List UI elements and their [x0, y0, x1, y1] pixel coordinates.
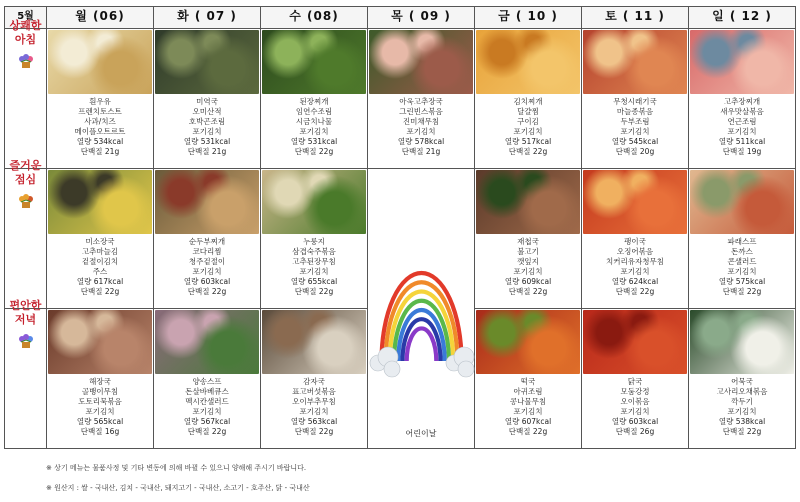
food-photo — [262, 30, 366, 94]
menu-item: 포기김치 — [192, 407, 222, 416]
food-photo — [476, 30, 580, 94]
food-photo — [690, 170, 794, 234]
menu-item: 호박곤조림 — [188, 117, 226, 126]
menu-items — [475, 235, 581, 297]
menu-item: 단백질 19g — [722, 147, 762, 156]
menu-item: 된장찌개 — [299, 97, 329, 106]
food-photo — [690, 30, 794, 94]
menu-cell — [475, 309, 582, 449]
menu-item: 열량 603kcal — [183, 277, 231, 286]
menu-item: 포기김치 — [727, 267, 757, 276]
menu-item: 열량 531kcal — [183, 137, 231, 146]
menu-item: 돈살바베큐스 — [185, 387, 229, 396]
menu-items — [582, 375, 688, 437]
food-photo — [48, 30, 152, 94]
day-header-sun: 일 ( 12 ) — [689, 7, 796, 29]
menu-item: 파래스프 — [727, 237, 757, 246]
meal-row — [5, 29, 796, 169]
menu-item: 단백질 22g — [508, 147, 548, 156]
menu-item: 고추마늘김 — [81, 247, 119, 256]
menu-item: 포기김치 — [192, 127, 222, 136]
menu-item: 포기김치 — [299, 267, 329, 276]
menu-item: 열량 575kcal — [718, 277, 766, 286]
note-change: ※ 상기 메뉴는 물품사정 및 기타 변동에 의해 바뀔 수 있으니 양해해 주시기 바랍니다. — [46, 464, 307, 472]
weekly-menu-table — [4, 6, 796, 449]
menu-item: 단백질 20g — [615, 147, 655, 156]
menu-item: 고추된장무침 — [292, 257, 336, 266]
menu-items — [475, 95, 581, 157]
menu-cell — [261, 169, 368, 309]
menu-cell — [154, 309, 261, 449]
menu-item: 깻잎지 — [517, 257, 539, 266]
menu-items — [47, 375, 153, 437]
menu-cell — [582, 309, 689, 449]
meal-row — [5, 169, 796, 309]
menu-items — [261, 235, 367, 297]
day-header-wed: 수 (08) — [261, 7, 368, 29]
menu-item: 열량 563kcal — [290, 417, 338, 426]
menu-item: 팽이국 — [624, 237, 646, 246]
menu-items — [475, 375, 581, 437]
notes — [46, 462, 310, 502]
menu-item: 아귀조림 — [513, 387, 543, 396]
menu-item: 열량 607kcal — [504, 417, 552, 426]
menu-items — [689, 95, 795, 157]
menu-item: 메이플오트르트 — [74, 127, 126, 136]
menu-item: 양송스프 — [192, 377, 222, 386]
menu-item: 돈까스 — [731, 247, 753, 256]
meal-label-cell — [5, 159, 47, 309]
menu-item: 콘샐러드 — [727, 257, 757, 266]
menu-item: 포기김치 — [85, 407, 115, 416]
menu-item: 단백질 16g — [80, 427, 120, 436]
menu-items — [582, 95, 688, 157]
rainbow-icon — [368, 201, 475, 401]
menu-item: 두부조림 — [620, 117, 650, 126]
food-photo — [48, 310, 152, 374]
menu-item: 열량 511kcal — [718, 137, 766, 146]
food-photo — [476, 170, 580, 234]
menu-item: 단백질 22g — [187, 287, 227, 296]
menu-item: 단백질 22g — [508, 427, 548, 436]
menu-cell — [47, 169, 154, 309]
menu-item: 열량 538kcal — [718, 417, 766, 426]
menu-item: 도토리묵볶음 — [78, 397, 122, 406]
menu-item: 마늘종볶음 — [616, 107, 654, 116]
food-photo — [48, 170, 152, 234]
menu-item: 포기김치 — [620, 407, 650, 416]
menu-cell — [261, 309, 368, 449]
menu-cell — [154, 29, 261, 169]
menu-item: 포기김치 — [620, 127, 650, 136]
meal-name-line1: 편안한 — [9, 299, 42, 312]
menu-cell — [582, 29, 689, 169]
menu-item: 닭국 — [627, 377, 643, 386]
menu-item: 열량 534kcal — [76, 137, 124, 146]
menu-cell — [47, 309, 154, 449]
menu-item: 멕시칸샐러드 — [185, 397, 229, 406]
menu-item: 열량 603kcal — [611, 417, 659, 426]
menu-item: 단백질 22g — [294, 147, 334, 156]
food-photo — [155, 30, 259, 94]
menu-item: 오이부추무침 — [292, 397, 336, 406]
food-photo — [262, 310, 366, 374]
menu-items — [261, 95, 367, 157]
food-photo — [155, 170, 259, 234]
menu-item: 포기김치 — [299, 127, 329, 136]
meal-label-cell — [5, 19, 47, 169]
menu-item: 단백질 22g — [508, 287, 548, 296]
menu-item: 오미산적 — [192, 107, 222, 116]
menu-item: 포기김치 — [727, 407, 757, 416]
menu-item: 포기김치 — [513, 127, 543, 136]
day-header-thu: 목 ( 09 ) — [368, 7, 475, 29]
menu-cell — [689, 309, 796, 449]
menu-item: 시금치나물 — [295, 117, 333, 126]
menu-item: 열량 565kcal — [76, 417, 124, 426]
menu-item: 미역국 — [196, 97, 218, 106]
menu-item: 누룽지 — [303, 237, 325, 246]
menu-item: 단백질 22g — [187, 427, 227, 436]
meal-name-line1: 상쾌한 — [9, 19, 42, 32]
menu-item: 미소장국 — [85, 237, 115, 246]
menu-item: 골뱅이무침 — [81, 387, 119, 396]
menu-item: 단백질 21g — [187, 147, 227, 156]
menu-items — [47, 95, 153, 157]
menu-item: 오징어볶음 — [616, 247, 654, 256]
menu-item: 해장국 — [89, 377, 111, 386]
menu-items — [154, 375, 260, 437]
menu-item: 흰우유 — [89, 97, 111, 106]
menu-item: 포기김치 — [513, 267, 543, 276]
food-photo — [369, 30, 473, 94]
menu-item: 그린빈스볶음 — [399, 107, 443, 116]
flower-icon — [17, 333, 35, 349]
menu-item: 단백질 22g — [615, 287, 655, 296]
food-photo — [155, 310, 259, 374]
menu-items — [689, 235, 795, 297]
menu-item: 치커리유자청무침 — [606, 257, 664, 266]
menu-item: 단백질 22g — [294, 287, 334, 296]
menu-items — [154, 235, 260, 297]
holiday-illustration — [368, 171, 474, 447]
note-origin: ※ 원산지 : 쌀 - 국내산, 김치 - 국내산, 돼지고기 - 국내산, 소고기 - 호주산, 닭 - 국내산 — [46, 484, 310, 492]
food-photo — [583, 30, 687, 94]
meal-name-line1: 즐거운 — [9, 159, 42, 172]
menu-item: 단백질 21g — [401, 147, 441, 156]
menu-item: 열량 617kcal — [76, 277, 124, 286]
menu-item: 오이볶음 — [620, 397, 650, 406]
menu-cell — [368, 29, 475, 169]
menu-cell — [689, 169, 796, 309]
menu-item: 무청시래기국 — [613, 97, 657, 106]
menu-item: 열량 655kcal — [290, 277, 338, 286]
menu-item: 열량 578kcal — [397, 137, 445, 146]
menu-item: 프렌치토스트 — [78, 107, 122, 116]
menu-item: 콩나물무침 — [509, 397, 547, 406]
food-photo — [476, 310, 580, 374]
month-header: 5월 — [5, 7, 47, 29]
meal-name-line2: 저녁 — [14, 313, 37, 326]
menu-item: 새우맛살볶음 — [720, 107, 764, 116]
meal-name-line2: 점심 — [14, 173, 37, 186]
meal-label-cell — [5, 299, 47, 449]
menu-cell — [261, 29, 368, 169]
menu-item: 포기김치 — [192, 267, 222, 276]
menu-item: 재첩국 — [517, 237, 539, 246]
menu-item: 진미채무침 — [402, 117, 440, 126]
food-photo — [690, 310, 794, 374]
menu-item: 겉절이김치 — [81, 257, 119, 266]
menu-item: 모둠강정 — [620, 387, 650, 396]
menu-item: 구이김 — [517, 117, 539, 126]
menu-item: 포기김치 — [406, 127, 436, 136]
menu-item: 달걀찜 — [517, 107, 539, 116]
menu-item: 고추장찌개 — [723, 97, 761, 106]
menu-item: 김치찌개 — [513, 97, 543, 106]
menu-item: 단백질 21g — [80, 147, 120, 156]
menu-item: 감자국 — [303, 377, 325, 386]
food-photo — [583, 170, 687, 234]
menu-item: 단백질 22g — [722, 427, 762, 436]
header-row — [5, 7, 796, 29]
menu-item: 불고기 — [517, 247, 539, 256]
menu-cell — [47, 29, 154, 169]
flower-icon — [17, 193, 35, 209]
menu-items — [368, 95, 474, 157]
day-header-mon: 월 (06) — [47, 7, 154, 29]
day-header-fri: 금 ( 10 ) — [475, 7, 582, 29]
menu-item: 사과/치즈 — [84, 117, 116, 126]
menu-item: 포기김치 — [620, 267, 650, 276]
menu-item: 임연수조림 — [295, 107, 333, 116]
menu-items — [154, 95, 260, 157]
menu-item: 열량 609kcal — [504, 277, 552, 286]
holiday-cell — [368, 169, 475, 449]
menu-item: 열량 545kcal — [611, 137, 659, 146]
menu-item: 단백질 22g — [722, 287, 762, 296]
menu-item: 아욱고추장국 — [399, 97, 443, 106]
flower-icon — [17, 53, 35, 69]
menu-item: 단백질 26g — [615, 427, 655, 436]
menu-item: 포기김치 — [299, 407, 329, 416]
menu-item: 청주겉절이 — [188, 257, 226, 266]
menu-item: 포기김치 — [727, 127, 757, 136]
menu-item: 어묵국 — [731, 377, 753, 386]
menu-item: 고사리오채볶음 — [716, 387, 768, 396]
menu-cell — [582, 169, 689, 309]
food-photo — [262, 170, 366, 234]
menu-item: 코다리찜 — [192, 247, 222, 256]
menu-items — [582, 235, 688, 297]
menu-cell — [475, 169, 582, 309]
menu-item: 열량 624kcal — [611, 277, 659, 286]
food-photo — [583, 310, 687, 374]
menu-item: 표고버섯볶음 — [292, 387, 336, 396]
menu-item: 연근조림 — [727, 117, 757, 126]
menu-item: 삼겹숙주볶음 — [292, 247, 336, 256]
menu-items — [689, 375, 795, 437]
day-header-sat: 토 ( 11 ) — [582, 7, 689, 29]
menu-item: 깍두기 — [731, 397, 753, 406]
menu-cell — [154, 169, 261, 309]
menu-item: 열량 567kcal — [183, 417, 231, 426]
meal-name-line2: 아침 — [14, 33, 37, 46]
menu-item: 주스 — [92, 267, 108, 276]
menu-item: 포기김치 — [513, 407, 543, 416]
menu-item: 순두부찌개 — [188, 237, 226, 246]
menu-cell — [689, 29, 796, 169]
day-header-tue: 화 ( 07 ) — [154, 7, 261, 29]
menu-cell — [475, 29, 582, 169]
menu-items — [261, 375, 367, 437]
holiday-label: 어린이날 — [405, 428, 437, 438]
menu-item: 단백질 22g — [294, 427, 334, 436]
menu-item: 열량 517kcal — [504, 137, 552, 146]
menu-item: 단백질 22g — [80, 287, 120, 296]
menu-item: 열량 531kcal — [290, 137, 338, 146]
menu-item: 떡국 — [520, 377, 536, 386]
menu-items — [47, 235, 153, 297]
